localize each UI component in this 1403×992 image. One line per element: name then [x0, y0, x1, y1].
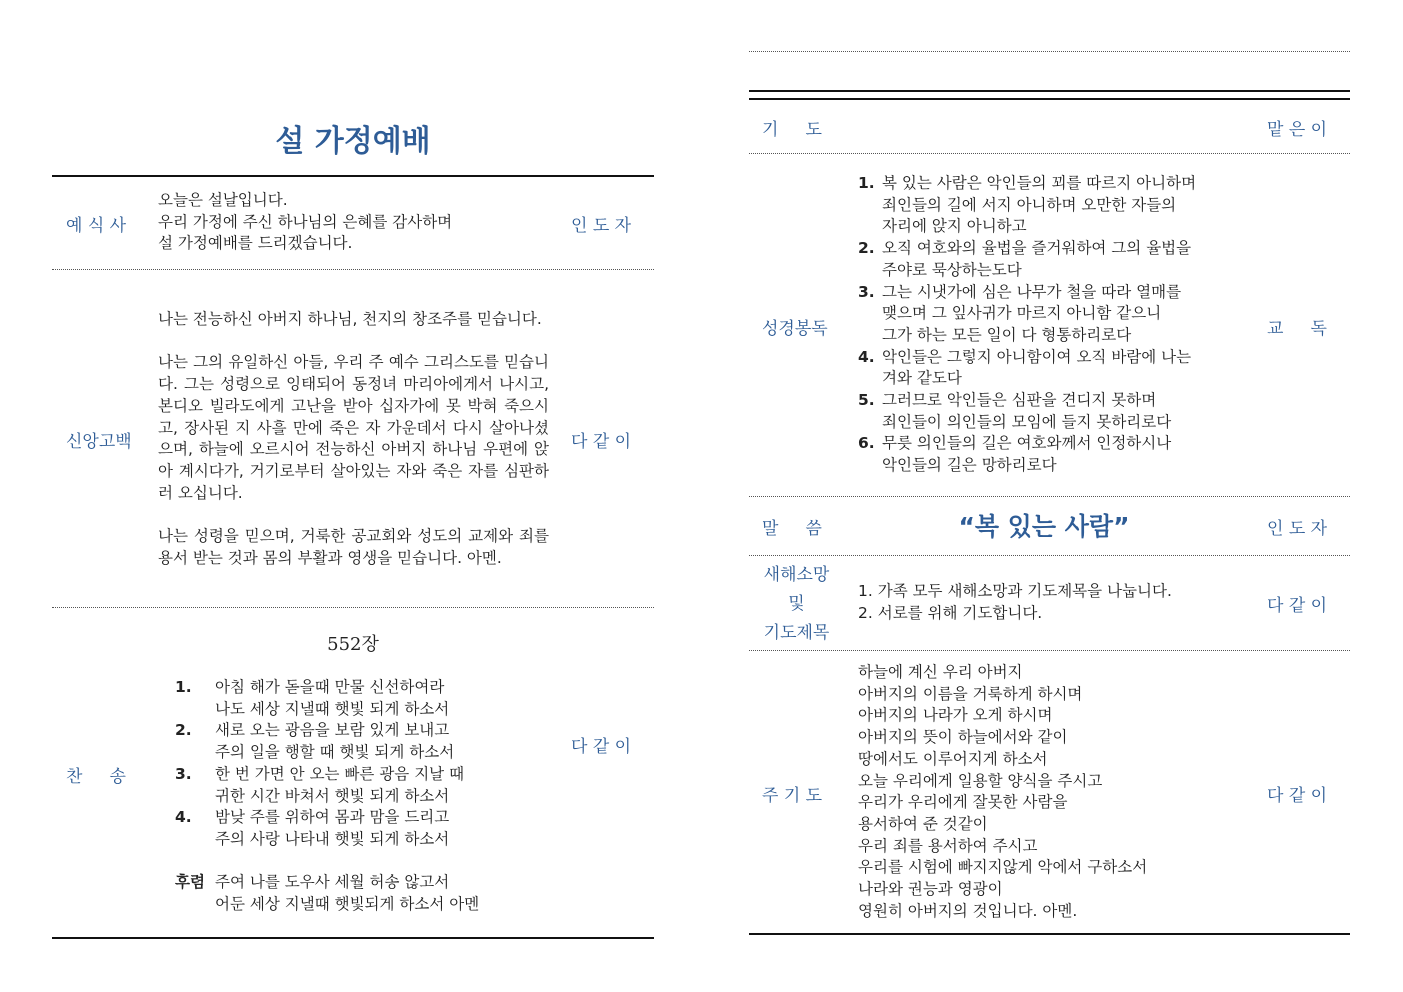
prayer-line: 용서하여 준 것같이: [858, 814, 988, 833]
wishes-items: [858, 581, 1172, 624]
creed-label: 신앙고백: [66, 432, 132, 452]
verse-number: 4.: [858, 347, 875, 366]
refrain-label: 후렴: [175, 873, 205, 892]
divider: [749, 153, 1350, 154]
psalm-verse: [858, 347, 1196, 390]
opening-line: 우리 가정에 주신 하나님의 은혜를 감사하며: [158, 212, 453, 231]
wishes-label-line: 기도제목: [763, 623, 830, 643]
opening-line: 설 가정예배를 드리겠습니다.: [158, 234, 353, 253]
verse-line: 그는 시냇가에 심은 나무가 철을 따라 열매를: [882, 282, 1182, 301]
verse-line: 악인들의 길은 망하리로다: [882, 456, 1057, 475]
verse-number: 3.: [858, 282, 875, 301]
prayer-line: 땅에서도 이루어지게 하소서: [858, 749, 1048, 768]
divider: [749, 650, 1350, 651]
hymn-number: 552장: [327, 634, 379, 655]
creed-paragraph: 나는 성령을 믿으며, 거룩한 공교회와 성도의 교제와 죄를 용서 받는 것과 몸의 부활과 영생을 믿습니다. 아멘.: [158, 527, 549, 567]
prayer-line: 나라와 권능과 영광이: [858, 880, 1003, 899]
prayer-line: 오늘 우리에게 일용할 양식을 주시고: [858, 771, 1103, 790]
opening-label: 예 식 사: [66, 216, 127, 236]
verse-number: 1.: [175, 678, 192, 696]
prayer-line: 영원히 아버지의 것입니다. 아멘.: [858, 901, 1078, 920]
reading-leader: 교 독: [1267, 319, 1327, 339]
verse-line: 주의 일을 행할 때 햇빛 되게 하소서: [215, 743, 455, 762]
bottom-rule: [749, 933, 1350, 935]
verse-number: 2.: [858, 239, 875, 258]
verse-number: 6.: [858, 434, 875, 453]
wishes-label-line: 새해소망: [763, 565, 830, 585]
verse-line: 복 있는 사람은 악인들의 꾀를 따르지 아니하며: [882, 174, 1197, 192]
verse-line: 무릇 의인들의 길은 여호와께서 인정하시나: [882, 434, 1172, 453]
lords-prayer-text: [858, 662, 1147, 922]
hymn-label: 찬 송: [66, 767, 126, 787]
divider: [749, 555, 1350, 556]
verse-line: 주야로 묵상하는도다: [882, 260, 1022, 279]
verse-line: 그러므로 악인들은 심판을 견디지 못하며: [882, 391, 1157, 410]
verse-number: 1.: [858, 174, 875, 192]
verse-line: 악인들은 그렇지 아니함이여 오직 바람에 나는: [882, 347, 1192, 366]
verse-line: 자리에 앉지 아니하고: [882, 217, 1027, 236]
hymn-leader: 다 같 이: [571, 737, 632, 757]
psalm-verse: [858, 173, 1196, 238]
creed-paragraph: 나는 전능하신 아버지 하나님, 천지의 창조주를 믿습니다.: [158, 310, 542, 328]
creed-leader: 다 같 이: [571, 432, 632, 452]
verse-line: 주의 사랑 나타내 햇빛 되게 하소서: [215, 829, 450, 848]
verse-line: 새로 오는 광음을 보람 있게 보내고: [215, 721, 450, 740]
psalm-verse: [858, 433, 1196, 476]
refrain-line: 어둔 세상 지낼때 햇빛되게 하소서 아멘: [215, 895, 480, 914]
verse-number: 4.: [175, 808, 192, 827]
verse-number: 3.: [175, 764, 192, 783]
psalm-verse: [858, 282, 1196, 347]
wishes-label: [749, 561, 844, 648]
refrain-line: 주여 나를 도우사 세월 허송 않고서: [215, 873, 450, 892]
verse-line: 오직 여호와의 율법을 즐거워하여 그의 율법을: [882, 239, 1192, 258]
sermon-title: “복 있는 사람”: [958, 512, 1130, 541]
verse-line: 한 번 가면 안 오는 빠른 광음 지날 때: [215, 764, 465, 783]
verse-line: 겨와 같도다: [882, 369, 962, 388]
verse-line: 맺으며 그 잎사귀가 마르지 아니함 같으니: [882, 304, 1162, 323]
verse-line: 나도 세상 지낼때 햇빛 되게 하소서: [215, 699, 450, 718]
verse-line: 귀한 시간 바쳐서 햇빛 되게 하소서: [215, 786, 450, 805]
header-dotted-rule: [749, 51, 1350, 52]
prayer-line: 우리가 우리에게 잘못한 사람을: [858, 793, 1068, 812]
prayer-line: 우리 죄를 용서하여 주시고: [858, 836, 1038, 855]
reading-label: 성경봉독: [762, 319, 828, 339]
psalm-verse: [858, 238, 1196, 281]
verse-line: 죄인들의 길에 서지 아니하며 오만한 자들의: [882, 195, 1177, 214]
double-rule-top: [749, 90, 1350, 92]
wish-item: 2. 서로를 위해 기도합니다.: [858, 603, 1043, 622]
opening-leader: 인 도 자: [571, 216, 632, 236]
page-title: 설 가정예배: [275, 124, 431, 159]
verse-number: 5.: [858, 391, 875, 410]
opening-line: 오늘은 설날입니다.: [158, 191, 288, 209]
reading-verses: [858, 173, 1196, 477]
verse-number: 2.: [175, 721, 192, 740]
verse-line: 죄인들이 의인들의 모임에 들지 못하리로다: [882, 412, 1172, 431]
prayer-line: 아버지의 이름을 거룩하게 하시며: [858, 684, 1083, 703]
divider: [749, 496, 1350, 497]
lords-prayer-leader: 다 같 이: [1267, 786, 1328, 806]
creed-paragraph: 나는 그의 유일하신 아들, 우리 주 예수 그리스도를 믿습니다. 그는 성령으로 잉태되어 동정녀 마리아에게서 나시고, 본디오 빌라도에게 고난을 받아 십자가에 못 박혀 죽으시고, 장사된 지 사흘 만에 죽은 자 가운데서 다시 살아나셨으며, 하늘에 오르시어 전능하신 아버지 하나님 우편에 앉아 계시다가, 거기로부터 살아있는 자와 죽은 자를 심판하러 오십니다.: [158, 353, 549, 502]
sermon-leader: 인 도 자: [1267, 519, 1328, 539]
wishes-label-line: 및: [788, 594, 805, 614]
prayer-label: 기 도: [762, 120, 822, 140]
verse-line: 밤낮 주를 위하여 몸과 맘을 드리고: [215, 808, 450, 827]
lords-prayer-label: 주 기 도: [762, 786, 823, 806]
wish-item: 1. 가족 모두 새해소망과 기도제목을 나눕니다.: [858, 582, 1172, 600]
prayer-leader: 맡 은 이: [1267, 120, 1328, 140]
wishes-leader: 다 같 이: [1267, 596, 1328, 616]
prayer-line: 우리를 시험에 빠지지않게 악에서 구하소서: [858, 858, 1148, 877]
sermon-label: 말 씀: [762, 519, 822, 539]
verse-line: 아침 해가 돋을때 만물 신선하여라: [215, 678, 445, 696]
prayer-line: 아버지의 뜻이 하늘에서와 같이: [858, 728, 1068, 747]
double-rule-bottom: [749, 98, 1350, 100]
verse-line: 그가 하는 모든 일이 다 형통하리로다: [882, 325, 1132, 344]
prayer-line: 아버지의 나라가 오게 하시며: [858, 706, 1053, 725]
prayer-line: 하늘에 계신 우리 아버지: [858, 663, 1023, 681]
psalm-verse: [858, 390, 1196, 433]
